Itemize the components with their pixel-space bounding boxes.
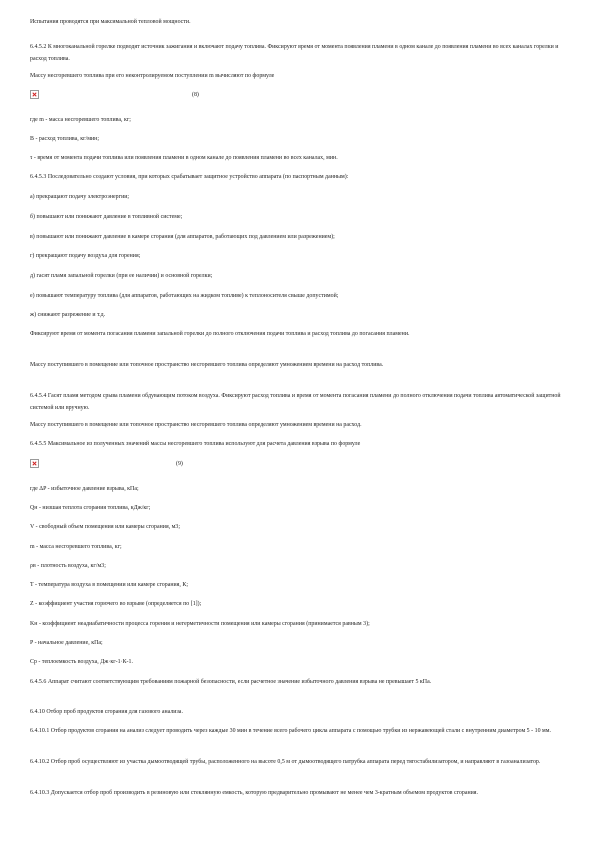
list-item: ж) снижают разрежение и т.д.: [30, 312, 106, 318]
paragraph: Массу поступившего в помещение или топочное пространство несгоревшего топлива определяют умножением времени на расход.: [30, 422, 362, 428]
definition-item: V - свободный объем помещения или камеры сгорания, м3;: [30, 524, 181, 530]
broken-image-icon: [30, 459, 39, 468]
formula-8: [30, 90, 570, 104]
paragraph-6-4-5-2: 6.4.5.2 К многоканальной горелке подводят источник зажигания и включают подачу топлива. Фиксируют время от момента появления пламени в одном канале до появления пламени во всех каналах горелки и расход топлива.: [30, 44, 559, 62]
definition-item: Kн - коэффициент неадиабатичности процесса горения и негерметичности помещения или камеры сгорания (принимается равным 3);: [30, 621, 370, 627]
paragraph-6-4-5-5: 6.4.5.5 Максимальное из полученных значений массы несгоревшего топлива используют для расчета давления взрыва по формуле: [30, 441, 361, 447]
formula-9: [30, 459, 570, 473]
paragraph: Фиксируют время от момента погасания пламени запальной горелки до полного отключения подачи топлива и расход топлива до погасания пламени.: [30, 331, 410, 337]
formula-number: (9): [176, 461, 183, 467]
paragraph-6-4-5-3: 6.4.5.3 Последовательно создают условия, при которых срабатывает защитное устройство аппарата (по паспортным данным):: [30, 174, 349, 180]
broken-image-icon: [30, 90, 39, 99]
formula-number: (8): [192, 92, 199, 98]
paragraph-6-4-10-1: 6.4.10.1 Отбор продуктов сгорания на анализ следует проводить через каждые 30 мин в течение всего рабочего цикла аппарата с помощью трубки из нержавеющей стали с внутренним диаметром 5 - 10 мм.: [30, 728, 552, 734]
definition-item: T - температура воздуха в помещении или камере сгорания, К;: [30, 582, 189, 588]
paragraph-6-4-10-3: 6.4.10.3 Допускается отбор проб производить в резиновую или стеклянную емкость, которую предварительно промывают не менее чем 3-кратным объемом продуктов сгорания.: [30, 790, 479, 796]
definition-item: Z - коэффициент участия горючего во взрыве (определяется по [1]);: [30, 601, 202, 607]
paragraph-6-4-5-4: 6.4.5.4 Гасят пламя методом срыва пламени обдувающим потоком воздуха. Фиксируют расход топлива и время от момента погасания пламени до полного отключения подачи топлива автоматической защитной системой или вручную.: [30, 393, 561, 411]
paragraph: Массу несгоревшего топлива при его неконтролируемом поступлении m вычисляют по формуле: [30, 73, 275, 79]
definition-item: m - масса несгоревшего топлива, кг;: [30, 544, 122, 550]
definition-item: ρв - плотность воздуха, кг/м3;: [30, 563, 106, 569]
list-item: б) повышают или понижают давление в топливной системе;: [30, 214, 183, 220]
list-item: д) гасят пламя запальной горелки (при ее наличии) и основной горелки;: [30, 273, 213, 279]
paragraph: Массу поступившего в помещение или топочное пространство несгоревшего топлива определяют умножением времени на расход топлива.: [30, 362, 384, 368]
definition-item: где m - масса несгоревшего топлива, кг;: [30, 117, 131, 123]
section-heading-6-4-10: 6.4.10 Отбор проб продуктов сгорания для газового анализа.: [30, 709, 183, 715]
definition-item: Qн - низшая теплота сгорания топлива, кДж/кг;: [30, 505, 151, 511]
list-item: е) повышают температуру топлива (для аппаратов, работающих на жидком топливе) к теплоносителя свыше допустимой;: [30, 293, 339, 299]
list-item: г) прекращают подачу воздуха для горения;: [30, 253, 141, 259]
definition-item: P - начальное давление, кПа;: [30, 640, 103, 646]
list-item: а) прекращают подачу электроэнергии;: [30, 194, 130, 200]
paragraph-6-4-5-6: 6.4.5.6 Аппарат считают соответствующим требованиям пожарной безопасности, если расчетное значение избыточного давления взрыва не превышает 5 кПа.: [30, 679, 432, 685]
paragraph: Испытания проводятся при максимальной тепловой мощности.: [30, 19, 191, 25]
list-item: в) повышают или понижают давление в камере сгорания (для аппаратов, работающих под давлением или разрежением);: [30, 234, 335, 240]
definition-item: В - расход топлива, кг/мин;: [30, 136, 99, 142]
definition-item: где ΔP - избыточное давление взрыва, кПа;: [30, 486, 139, 492]
definition-item: Cp - теплоемкость воздуха, Дж·кг-1·К-1.: [30, 659, 133, 665]
definition-item: τ - время от момента подачи топлива или появления пламени в одном канале до появления пламени во всех каналах, мин.: [30, 155, 338, 161]
paragraph-6-4-10-2: 6.4.10.2 Отбор проб осуществляют из участка дымоотводящей трубы, расположенного на высоте 0,5 м от дымоотводящего патрубка аппарата перед тягостабилизатором, и направляют в газоанализатор.: [30, 759, 541, 765]
